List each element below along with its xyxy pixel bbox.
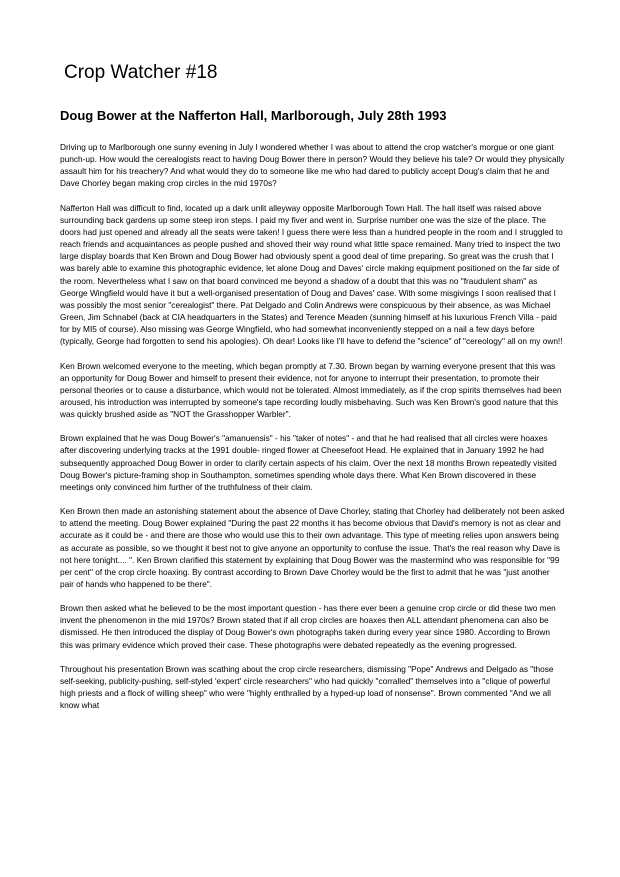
paragraph: Nafferton Hall was difficult to find, located up a dark unlit alleyway opposite Marlborough Town Hall. The hall itself was raised above surrounding back gardens up some steep iron steps. I paid my fiver and went in. Surprise number one was the size of the place. The doors had just opened and already all the seats were taken! I guess there were less than a hundred people in the room and I struggled to reach friends and acquaintances as people pushed and shoved their way round what little space remained. Many tried to inspect the two large display boards that Ken Brown and Doug Bower had obviously spent a good deal of time preparing. So great was the crush that I was barely able to examine this photographic evidence, let alone Doug and Daves' circle making equipment positioned on the far side of the room. Nevertheless what I saw on that board convinced me beyond a shadow of a doubt that this was no "fraudulent sham" as George Wingfield would have it but a well-organised presentation of Doug and Daves' case. With some misgivings I soon realised that I was possibly the most senior "cerealogist" there. Pat Delgado and Colin Andrews were conspicuous by their absence, as was Michael Green, Jim Schnabel (back at CIA headquarters in the States) and Terence Meaden (sunning himself at his luxurious French Villa - paid for by MI5 of course). Also missing was George Wingfield, who had somewhat inconveniently stepped on a nail a few days before (typically, George had forgotten to send his apologies). Oh dear! Looks like I'll have to defend the "science" of "cereology" all on my own!! [60, 202, 563, 347]
paragraph: Driving up to Marlborough one sunny evening in July I wondered whether I was about to attend the crop watcher's morgue or one giant punch-up. How would the cerealogists react to having Doug Bower there in person? Would they believe his tale? Or would they physically assault him for his treachery? And what would they do to someone like me who had dared to publicly accept Doug's claim that he and Dave Chorley began making crop circles in the mid 1970s? [60, 142, 565, 189]
paragraph: Brown explained that he was Doug Bower's "amanuensis" - his "taker of notes" - and that he had realised that all circles were hoaxes after discovering underlying tracks at the 1991 double- ringed flower at Cheesefoot Head. He explained that in January 1992 he had subsequently approached Doug Bower in order to clarify certain aspects of his claim. Over the next 18 months Brown repeatedly visited Doug Bower's picture-framing shop in Southampton, sometimes spending whole days there. What Ken Brown discovered in these meetings only convinced him further of the truthfulness of their claim. [60, 433, 557, 492]
article-heading: Doug Bower at the Nafferton Hall, Marlborough, July 28th 1993 [60, 108, 447, 123]
paragraph: Brown then asked what he believed to be the most important question - has there ever been a genuine crop circle or did these two men invent the phenomenon in the mid 1970s? Brown stated that if all crop circles are hoaxes then ALL attendant phenomena can also be dismissed. He then introduced the display of Doug Bower's own photographs taken during every year since 1980. According to Brown this was primary evidence which proved their case. These photographs were debated repeatedly as the evening progressed. [60, 603, 556, 650]
paragraph: Ken Brown welcomed everyone to the meeting, which began promptly at 7.30. Brown began by warning everyone present that this was an opportunity for Doug Bower and himself to present their evidence, not for anyone to interrupt their presentation, to promote their personal theories or to cause a disturbance, which would not be tolerated. Almost immediately, as if the crop spirits themselves had been aroused, his introduction was interrupted by someone's tape recording loudly misbehaving. Such was Ken Brown's good nature that this was quickly brushed aside as "NOT the Grasshopper Warbler". [60, 360, 562, 420]
paragraph: Ken Brown then made an astonishing statement about the absence of Dave Chorley, stating that Chorley had deliberately not been asked to attend the meeting. Doug Bower explained "During the past 22 months it has become obvious that David's memory is not as clear and accurate as it could be - and there are those who would use this to their own advantage. This type of meeting relies upon answers being as accurate as possible, so we thought it best not to give anyone an opportunity to confuse the issue. That's the real reason why Dave is not here tonight.... ". Ken Brown clarified this statement by explaining that Doug Bower was the mastermind who was responsible for "99 per cent" of the crop circle hoaxing. By contrast according to Brown Dave Chorley would be the first to admit that he was "just another pair of hands who happened to be there". [60, 506, 565, 589]
document-title: Crop Watcher #18 [64, 62, 218, 83]
paragraph: Throughout his presentation Brown was scathing about the crop circle researchers, dismissing "Pope" Andrews and Delgado as "those self-seeking, publicity-pushing, self-styled 'expert' circle researchers" who had quickly "corralled" themselves into a "clique of powerful high priests and a flock of willing sheep" who were "highly enthralled by a hyped-up load of nonsense". Brown commented "And we all know what [60, 663, 554, 711]
article-body [60, 141, 565, 723]
